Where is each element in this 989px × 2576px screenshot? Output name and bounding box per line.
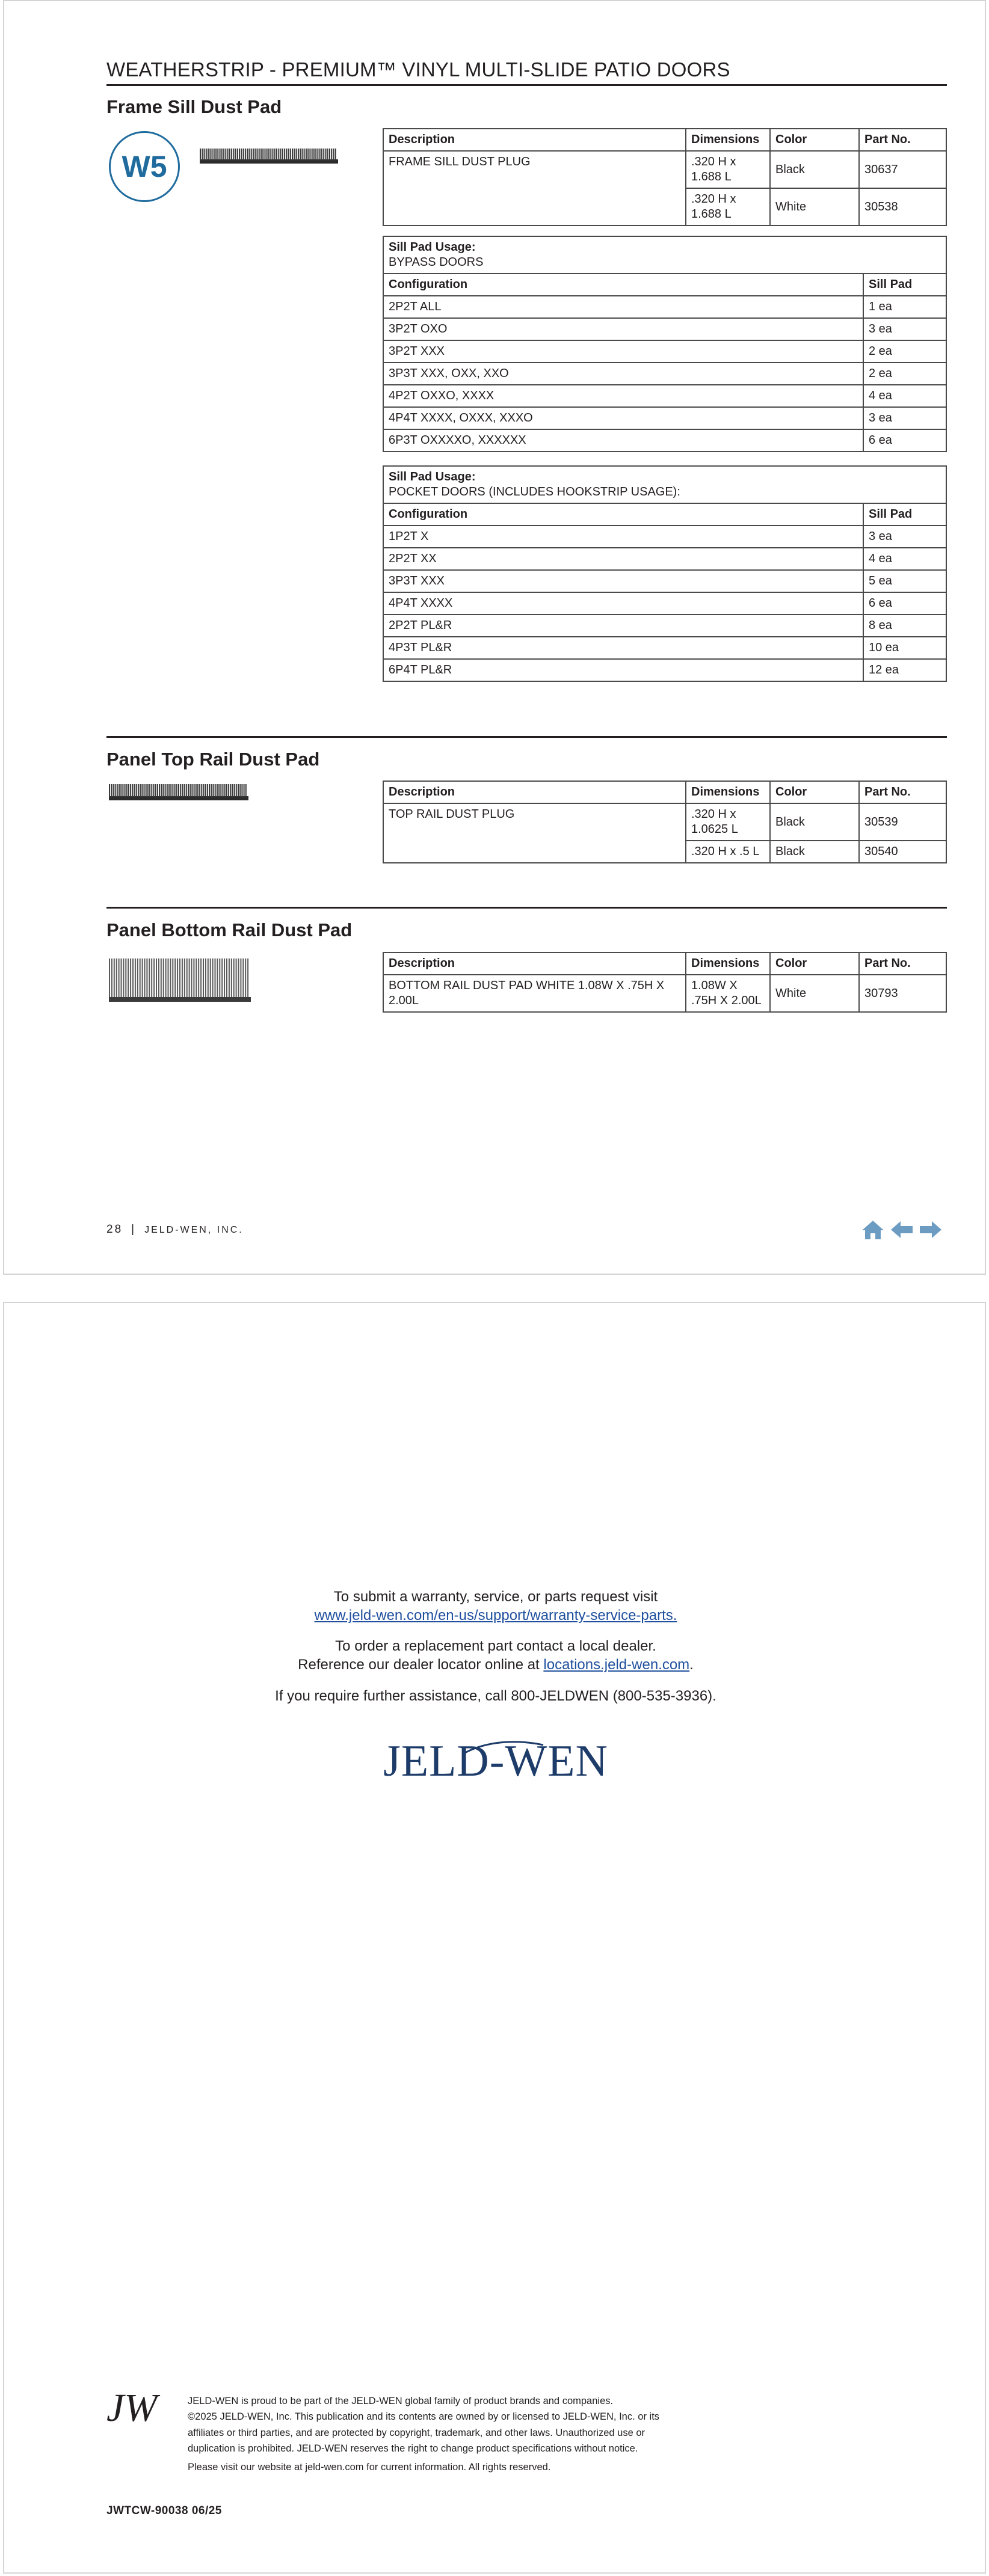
sill-pad-cell: 12 ea [863,659,946,681]
top-rail-parts-table [383,780,947,863]
jeld-wen-logo: JELD-WEN [383,1737,608,1786]
config-cell: 3P2T XXX [383,340,863,363]
dimensions-cell: .320 H x .5 L [686,841,770,863]
usage-title: Sill Pad Usage: [389,470,476,483]
page-footer [106,1223,244,1236]
description-cell: TOP RAIL DUST PLUG [383,803,686,863]
config-cell: 4P4T XXXX, OXXX, XXXO [383,407,863,429]
back-cover-page [3,1302,986,2574]
footer-company: JELD-WEN, INC. [144,1225,244,1235]
page-number: 28 [106,1223,123,1236]
table-row [383,659,946,681]
frame-sill-dust-pad-image [200,147,338,164]
sill-pad-cell: 3 ea [863,407,946,429]
table-row [383,429,946,452]
sill-pad-cell: 3 ea [863,318,946,340]
dimensions-cell: 1.08W X .75H X 2.00L [686,975,770,1012]
table-row [383,318,946,340]
bypass-sill-pad-usage-table [383,236,947,452]
table-row [383,803,946,841]
sill-pad-cell: 6 ea [863,429,946,452]
col-sill-pad: Sill Pad [863,503,946,526]
sill-pad-cell: 6 ea [863,592,946,615]
legal-notice [188,2393,717,2475]
part-no-cell: 30538 [859,188,946,225]
sill-pad-cell: 10 ea [863,637,946,659]
col-part-no: Part No. [859,781,946,803]
table-row [383,340,946,363]
description-cell: BOTTOM RAIL DUST PAD WHITE 1.08W X .75H X 2.00L [383,975,686,1012]
color-cell: Black [770,841,859,863]
bottom-rail-heading: Panel Bottom Rail Dust Pad [106,919,353,940]
usage-subtitle: POCKET DOORS (INCLUDES HOOKSTRIP USAGE): [389,485,680,498]
legal-line: ©2025 JELD-WEN, Inc. This publication and its contents are owned by or licensed to JELD-WEN, Inc. or its [188,2411,660,2423]
table-row [383,151,946,188]
col-configuration: Configuration [383,274,863,296]
bottom-rail-dust-pad-image [109,958,251,1003]
sill-pad-cell: 5 ea [863,570,946,592]
top-rail-dust-pad-image [109,783,248,801]
color-cell: White [770,188,859,225]
bypass-rows [383,296,946,452]
config-cell: 3P3T XXX, OXX, XXO [383,363,863,385]
frame-sill-heading: Frame Sill Dust Pad [106,96,282,117]
col-part-no: Part No. [859,129,946,151]
sill-pad-cell: 2 ea [863,363,946,385]
col-sill-pad: Sill Pad [863,274,946,296]
page-title: WEATHERSTRIP - PREMIUM™ VINYL MULTI-SLIDE PATIO DOORS [106,58,947,86]
part-no-cell: 30637 [859,151,946,188]
table-row [383,548,946,570]
sill-pad-cell: 4 ea [863,385,946,407]
table-row [383,407,946,429]
legal-line: JELD-WEN is proud to be part of the JELD-WEN global family of product brands and companies. [188,2396,614,2406]
arrow-left-icon[interactable] [890,1219,914,1240]
dealer-locator-link[interactable]: locations.jeld-wen.com [543,1657,690,1673]
col-description: Description [383,129,686,151]
usage-title-row [383,236,946,274]
config-cell: 6P3T OXXXXO, XXXXXX [383,429,863,452]
dealer-block [4,1637,987,1674]
arrow-right-icon[interactable] [919,1219,943,1240]
col-color: Color [770,781,859,803]
sill-pad-cell: 2 ea [863,340,946,363]
config-cell: 6P4T PL&R [383,659,863,681]
table-row [383,570,946,592]
order-line-suffix: . [689,1657,694,1673]
usage-title-row [383,466,946,503]
order-line: To order a replacement part contact a local dealer. [335,1638,656,1654]
dimensions-cell: .320 H x 1.688 L [686,151,770,188]
assist-line: If you require further assistance, call 800-JELDWEN (800-535-3936). [275,1688,716,1704]
page-nav [861,1219,943,1240]
config-cell: 4P4T XXXX [383,592,863,615]
dimensions-cell: .320 H x 1.0625 L [686,803,770,841]
config-cell: 2P2T XX [383,548,863,570]
part-no-cell: 30539 [859,803,946,841]
col-dimensions: Dimensions [686,129,770,151]
warranty-block [4,1587,987,1625]
catalog-page-28 [3,0,986,1275]
sill-pad-cell: 4 ea [863,548,946,570]
config-cell: 2P2T PL&R [383,615,863,637]
usage-title: Sill Pad Usage: [389,241,476,254]
table-row [383,592,946,615]
col-dimensions: Dimensions [686,781,770,803]
document-code: JWTCW-90038 06/25 [106,2504,222,2517]
sill-pad-cell: 1 ea [863,296,946,318]
config-cell: 3P2T OXO [383,318,863,340]
col-color: Color [770,952,859,975]
col-configuration: Configuration [383,503,863,526]
table-row [383,975,946,1012]
description-cell: FRAME SILL DUST PLUG [383,151,686,225]
footer-separator: | [131,1223,137,1236]
sill-pad-cell: 8 ea [863,615,946,637]
warranty-link[interactable]: www.jeld-wen.com/en-us/support/warranty-service-parts. [314,1607,677,1624]
pocket-sill-pad-usage-table [383,465,947,682]
table-row [383,637,946,659]
col-description: Description [383,952,686,975]
jw-monogram-logo: JW [106,2386,158,2430]
color-cell: White [770,975,859,1012]
col-part-no: Part No. [859,952,946,975]
col-description: Description [383,781,686,803]
color-cell: Black [770,151,859,188]
legal-line: Please visit our website at jeld-wen.com for current information. All rights reserved. [188,2461,551,2473]
col-dimensions: Dimensions [686,952,770,975]
sill-pad-cell: 3 ea [863,526,946,548]
logo-swash-icon [461,1739,546,1757]
table-row [383,385,946,407]
w5-badge: W5 [109,131,180,202]
pocket-rows [383,526,946,681]
usage-subtitle: BYPASS DOORS [389,256,484,269]
section-divider [106,736,947,738]
legal-line: duplication is prohibited. JELD-WEN reserves the right to change product specifications without notice. [188,2443,638,2455]
table-row [383,615,946,637]
section-divider [106,907,947,909]
home-icon[interactable] [861,1219,885,1240]
config-cell: 1P2T X [383,526,863,548]
order-line-prefix: Reference our dealer locator online at [298,1657,544,1673]
dimensions-cell: .320 H x 1.688 L [686,188,770,225]
part-no-cell: 30793 [859,975,946,1012]
config-cell: 4P3T PL&R [383,637,863,659]
legal-line: affiliates or third parties, and are protected by copyright, trademark, and other laws. Unauthorized use or [188,2427,645,2438]
part-no-cell: 30540 [859,841,946,863]
frame-sill-parts-table [383,128,947,226]
color-cell: Black [770,803,859,841]
table-row [383,363,946,385]
warranty-line: To submit a warranty, service, or parts request visit [333,1589,658,1605]
top-rail-heading: Panel Top Rail Dust Pad [106,749,320,770]
col-color: Color [770,129,859,151]
table-row [383,296,946,318]
bottom-rail-parts-table [383,952,947,1013]
config-cell: 3P3T XXX [383,570,863,592]
config-cell: 4P2T OXXO, XXXX [383,385,863,407]
config-cell: 2P2T ALL [383,296,863,318]
table-row [383,526,946,548]
